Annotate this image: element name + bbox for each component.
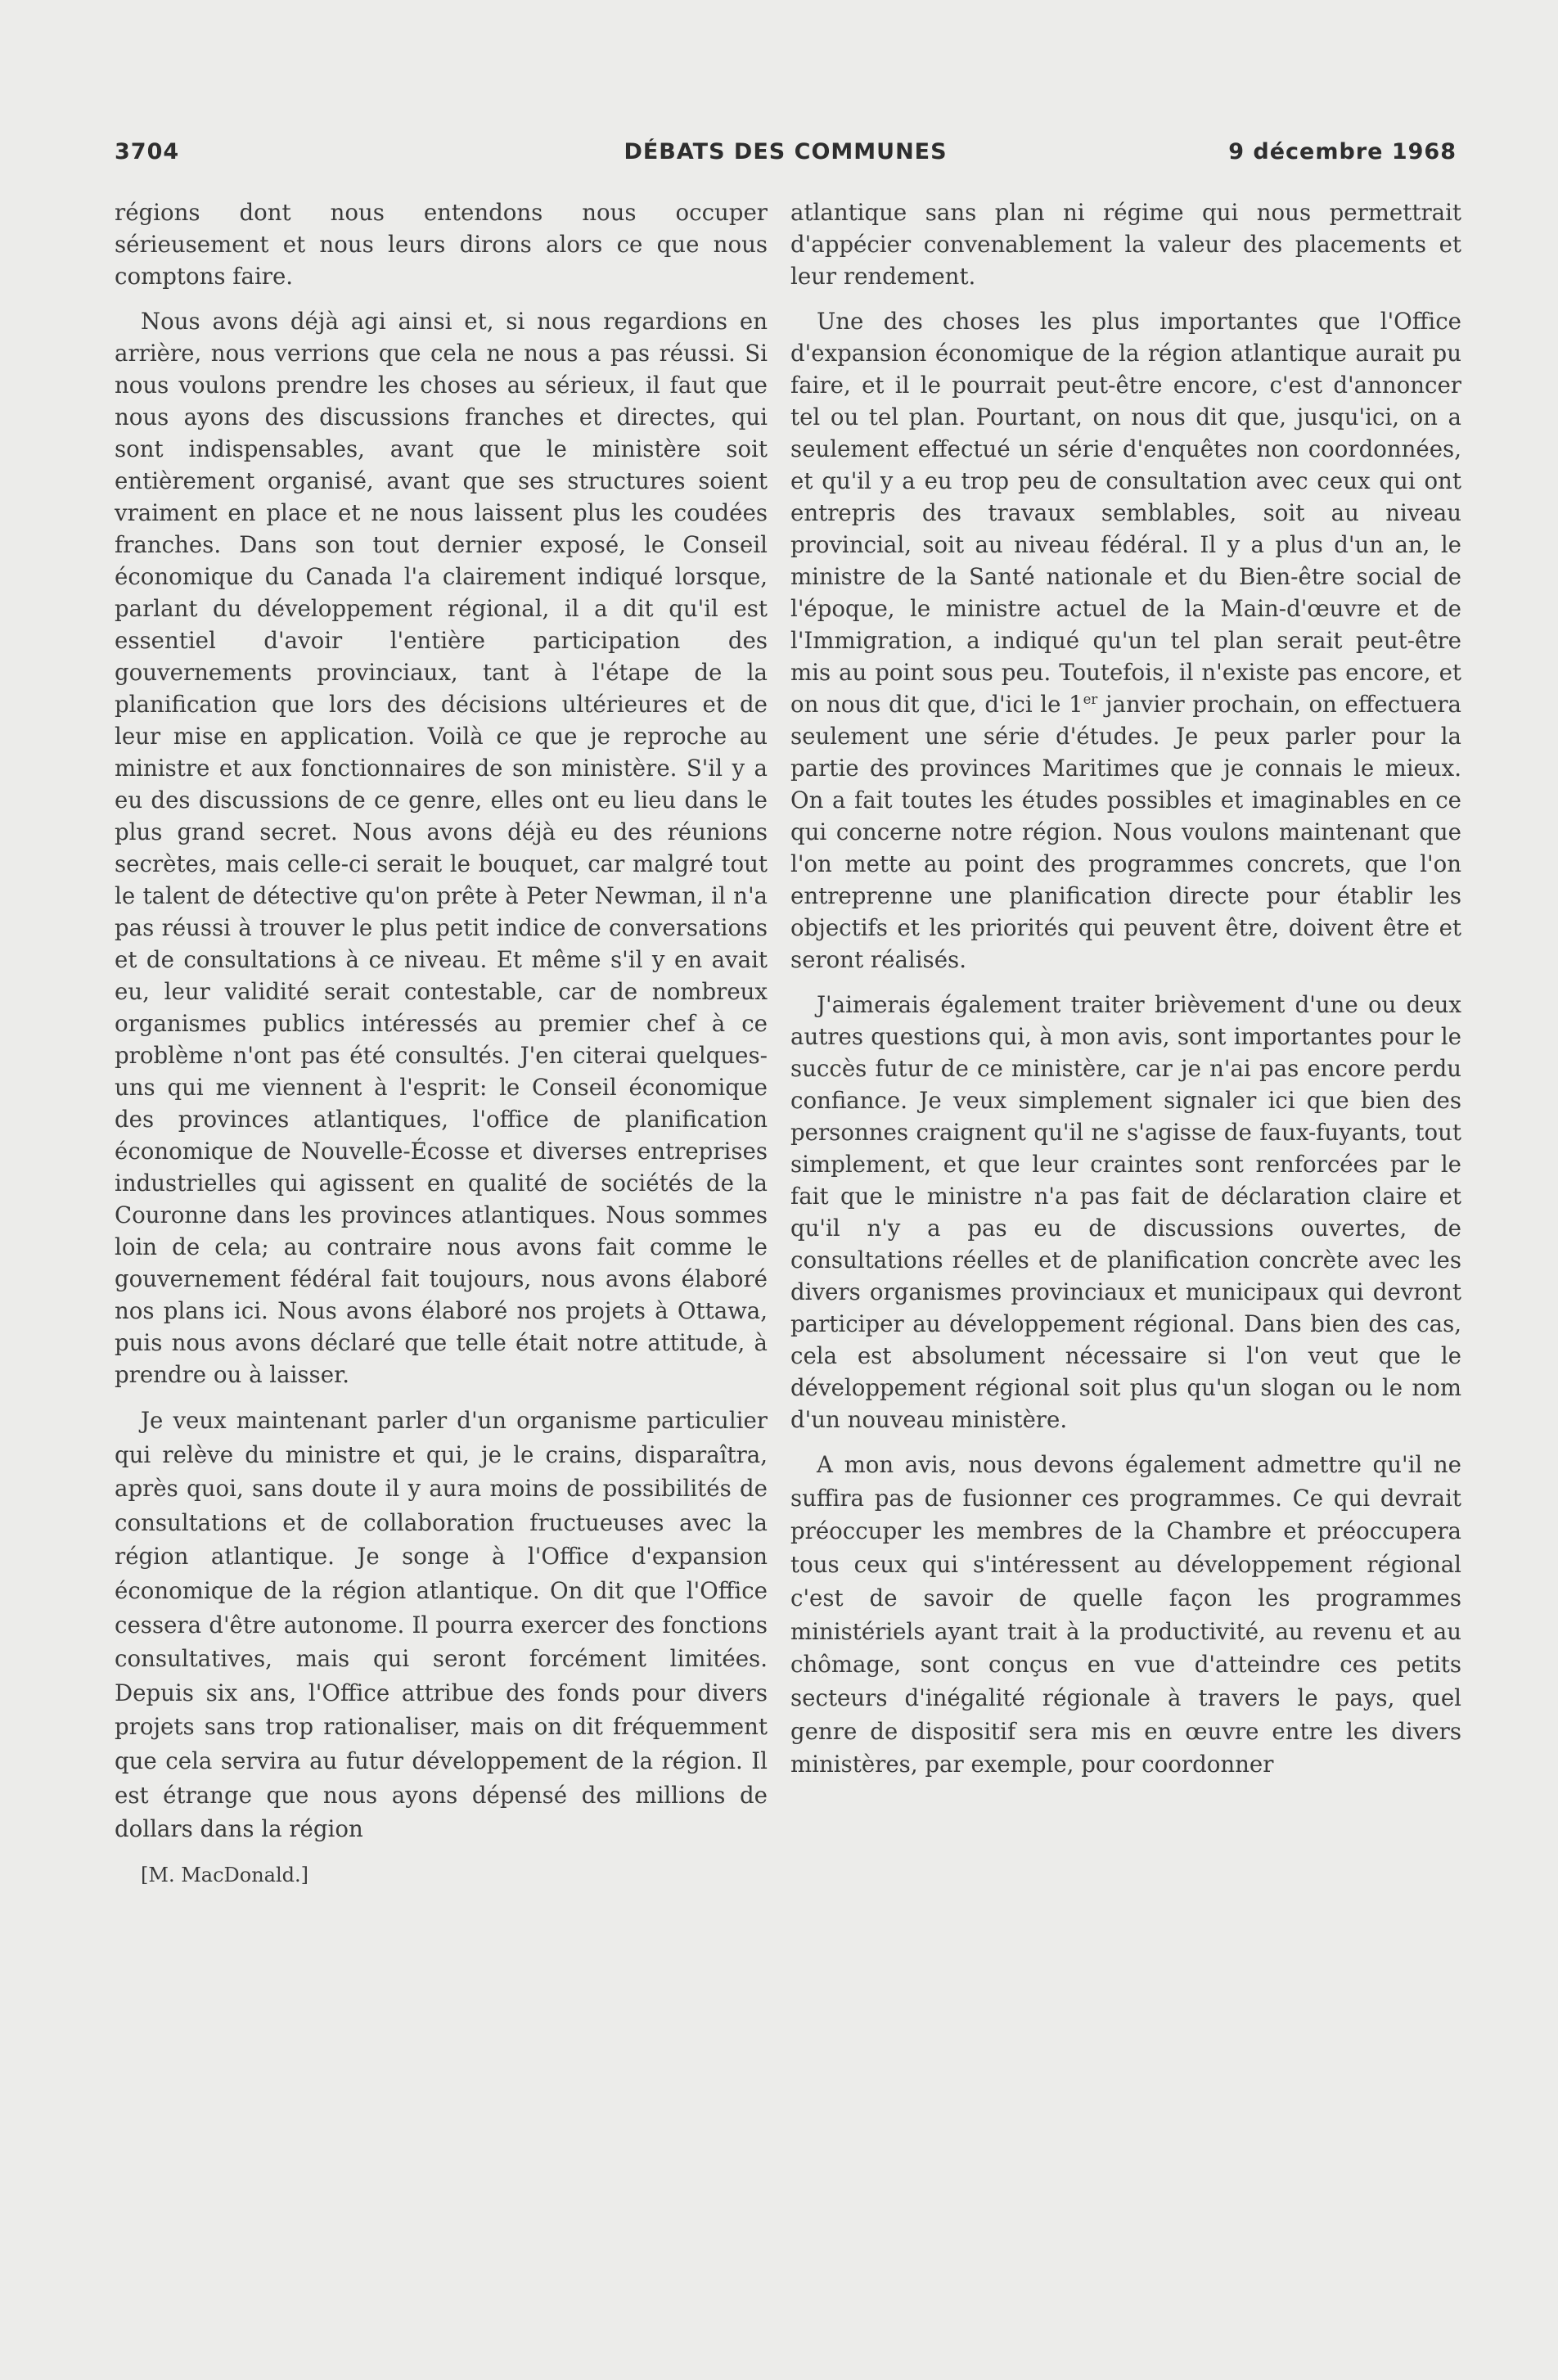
paragraph: J'aimerais également traiter brièvement d'une ou deux autres questions qui, à mon avis, sont importantes pour le succès futur de ce ministère, car je n'ai pas encore perdu confiance. Je veux simplement signaler ici que bien des personnes craignent qu'il ne s'agisse de faux-fuyants, tout simplement, et que leur craintes sont renforcées par le fait que le ministre n'a pas fait de déclaration claire et qu'il n'y a pas eu de discussions ouvertes, de consultations réelles et de planification concrète avec les divers organismes provinciaux et municipaux qui devront participer au développement régional. Dans bien des cas, cela est absolument nécessaire si l'on veut que le développement régional soit plus qu'un slogan ou le nom d'un nouveau ministère.	[790, 991, 1461, 1433]
journal-title: DÉBATS DES COMMUNES	[624, 139, 948, 165]
right-column	[790, 196, 1461, 1795]
paragraph: Je veux maintenant parler d'un organisme particulier qui relève du ministre et qui, je le crains, disparaîtra, après quoi, sans doute il y aura moins de possibilités de consultations et de collaboration fructueuses avec la région atlantique. Je songe à l'Office d'expansion économique de la région atlantique. On dit que l'Office cessera d'être autonome. Il pourra exercer des fonctions consultatives, mais qui seront forcément limitées. Depuis six ans, l'Office attribue des fonds pour divers projets sans trop rationaliser, mais on dit fréquemment que cela servira au futur développement de la région. Il est étrange que nous ayons dépensé des millions de dollars dans la région	[115, 1407, 768, 1843]
ordinal-superscript: er	[1083, 691, 1098, 707]
paragraph: atlantique sans plan ni régime qui nous permettrait d'appécier convenablement la valeur des placements et leur rendement.	[790, 199, 1461, 290]
page-header	[115, 139, 1457, 172]
paragraph: Nous avons déjà agi ainsi et, si nous regardions en arrière, nous verrions que cela ne nous a pas réussi. Si nous voulons prendre les choses au sérieux, il faut que nous ayons des discussions franches et directes, qui sont indispensables, avant que le ministère soit entièrement organisé, avant que ses structures soient vraiment en place et ne nous laissent plus les coudées franches. Dans son tout dernier exposé, le Conseil économique du Canada l'a clairement indiqué lorsque, parlant du développement régional, il a dit qu'il est essentiel d'avoir l'entière participation des gouvernements provinciaux, tant à l'étape de la planification que lors des décisions ultérieures et de leur mise en application. Voilà ce que je reproche au ministre et aux fonctionnaires de son ministère. S'il y a eu des discussions de ce genre, elles ont eu lieu dans le plus grand secret. Nous avons déjà eu des réunions secrètes, mais celle-ci serait le bouquet, car malgré tout le talent de détective qu'on prête à Peter Newman, il n'a pas réussi à trouver le plus petit indice de conversations et de consultations à ce niveau. Et même s'il y en avait eu, leur validité serait contestable, car de nombreux organismes publics intéressés au premier chef à ce problème n'ont pas été consultés. J'en citerai quelques-uns qui me viennent à l'esprit: le Conseil économique des provinces atlantiques, l'office de planification économique de Nouvelle-Écosse et diverses entreprises industrielles qui agissent en qualité de sociétés de la Couronne dans les provinces atlantiques. Nous sommes loin de cela; au contraire nous avons fait comme le gouvernement fédéral fait toujours, nous avons élaboré nos plans ici. Nous avons élaboré nos projets à Ottawa, puis nous avons déclaré que telle était notre attitude, à prendre ou à laisser.	[115, 308, 768, 1388]
paragraph: régions dont nous entendons nous occuper sérieusement et nous leurs dirons alors ce que nous comptons faire.	[115, 199, 768, 290]
paragraph: A mon avis, nous devons également admettre qu'il ne suffira pas de fusionner ces programmes. Ce qui devrait préoccuper les membres de la Chambre et préoccupera tous ceux qui s'intéressent au développement régional c'est de savoir de quelle façon les programmes ministériels ayant trait à la productivité, au revenu et au chômage, sont conçus en vue d'atteindre ces petits secteurs d'inégalité régionale à travers le pays, quel genre de dispositif sera mis en œuvre entre les divers ministères, par exemple, pour coordonner	[790, 1451, 1461, 1778]
left-column	[115, 196, 768, 1891]
paragraph-text: Une des choses les plus importantes que l'Office d'expansion économique de la région atlantique aurait pu faire, et il le pourrait peut-être encore, c'est d'annoncer tel ou tel plan. Pourtant, on nous dit que, jusqu'ici, on a seulement effectué un série d'enquêtes non coordonnées, et qu'il y a eu trop peu de consultation avec ceux qui ont entrepris des travaux semblables, soit au niveau provincial, soit au niveau fédéral. Il y a plus d'un an, le ministre de la Santé nationale et du Bien-être social de l'époque, le ministre actuel de la Main-d'œuvre et de l'Immigration, a indiqué qu'un tel plan serait peut-être mis au point sous peu. Toutefois, il n'existe pas encore, et on nous dit que, d'ici le 1	[790, 308, 1461, 718]
paragraph	[790, 305, 1461, 976]
page-number: 3704	[115, 139, 180, 165]
paragraph-text: janvier prochain, on effectuera seulement une série d'études. Je peux parler pour la partie des provinces Maritimes que je connais le mieux. On a fait toutes les études possibles et imaginables en ce qui concerne notre région. Nous voulons maintenant que l'on mette au point des programmes concrets, que l'on entreprenne une planification directe pour établir les objectifs et les priorités qui peuvent être, doivent être et seront réalisés.	[790, 691, 1462, 973]
issue-date: 9 décembre 1968	[1228, 139, 1457, 165]
speaker-attribution: [M. MacDonald.]	[141, 1863, 309, 1886]
